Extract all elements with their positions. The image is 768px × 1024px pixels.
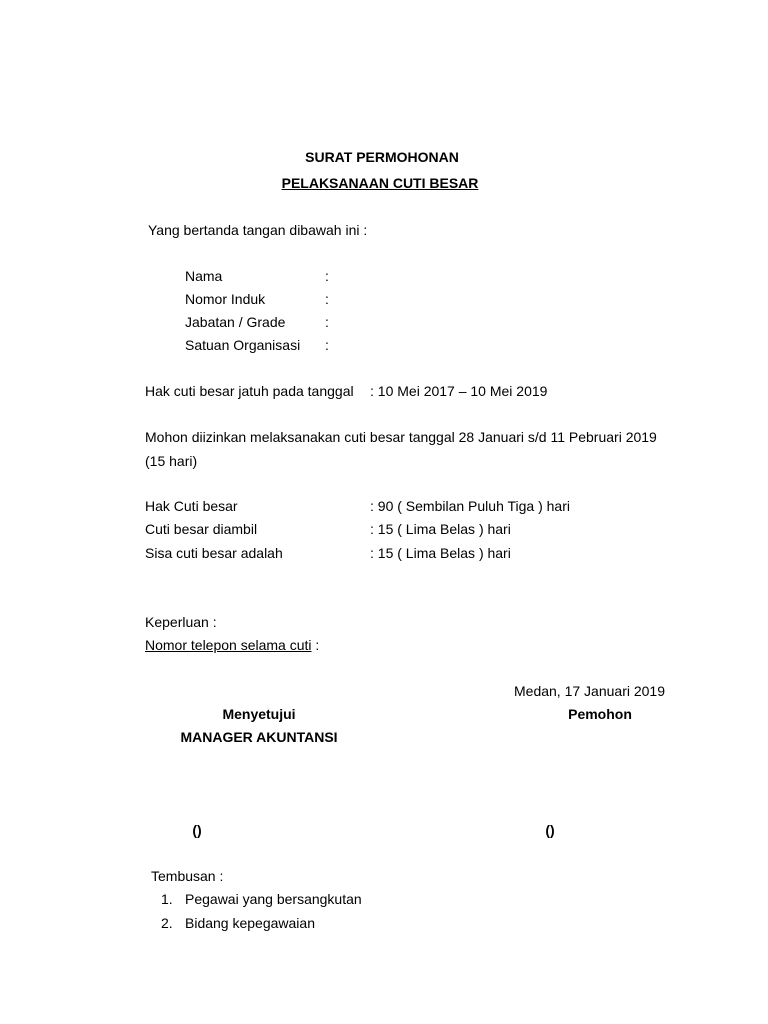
leave-taken-label: Cuti besar diambil bbox=[145, 521, 258, 537]
field-label-nomor-induk: Nomor Induk bbox=[185, 291, 266, 307]
phone-line bbox=[145, 637, 319, 653]
approver-heading: Menyetujui bbox=[222, 706, 296, 722]
leave-remaining-label: Sisa cuti besar adalah bbox=[145, 545, 283, 561]
approver-signature: () bbox=[192, 822, 202, 838]
entitlement-value: : 10 Mei 2017 – 10 Mei 2019 bbox=[370, 383, 548, 399]
field-sep-satuan-organisasi: : bbox=[325, 337, 329, 353]
applicant-heading: Pemohon bbox=[568, 706, 632, 722]
letter-title: SURAT PERMOHONAN bbox=[305, 149, 459, 165]
letter-subtitle: PELAKSANAAN CUTI BESAR bbox=[281, 175, 479, 191]
field-sep-jabatan: : bbox=[325, 314, 329, 330]
leave-taken-value: : 15 ( Lima Belas ) hari bbox=[370, 521, 511, 537]
phone-sep: : bbox=[311, 637, 320, 653]
cc-item-2-number: 2. bbox=[161, 915, 173, 931]
cc-item-1-number: 1. bbox=[161, 891, 173, 907]
leave-entitled-value: : 90 ( Sembilan Puluh Tiga ) hari bbox=[370, 498, 570, 514]
field-sep-nomor-induk: : bbox=[325, 291, 329, 307]
approver-role: MANAGER AKUNTANSI bbox=[180, 729, 338, 745]
cc-item-1-text: Pegawai yang bersangkutan bbox=[185, 891, 362, 907]
cc-item-2-text: Bidang kepegawaian bbox=[185, 915, 315, 931]
place-date: Medan, 17 Januari 2019 bbox=[514, 683, 665, 699]
field-label-satuan-organisasi: Satuan Organisasi bbox=[185, 337, 301, 353]
purpose-label: Keperluan : bbox=[145, 614, 217, 630]
intro-text: Yang bertanda tangan dibawah ini : bbox=[148, 222, 368, 238]
leave-entitled-label: Hak Cuti besar bbox=[145, 498, 238, 514]
entitlement-label: Hak cuti besar jatuh pada tanggal bbox=[145, 383, 354, 399]
field-label-jabatan: Jabatan / Grade bbox=[185, 314, 286, 330]
field-sep-nama: : bbox=[325, 268, 329, 284]
field-label-nama: Nama bbox=[185, 268, 223, 284]
cc-label: Tembusan : bbox=[151, 868, 224, 884]
leave-remaining-value: : 15 ( Lima Belas ) hari bbox=[370, 545, 511, 561]
request-line-1: Mohon diizinkan melaksanakan cuti besar tanggal 28 Januari s/d 11 Pebruari 2019 bbox=[145, 429, 657, 445]
applicant-signature: () bbox=[545, 822, 555, 838]
phone-label: Nomor telepon selama cuti bbox=[145, 637, 312, 653]
request-line-2: (15 hari) bbox=[145, 453, 198, 469]
